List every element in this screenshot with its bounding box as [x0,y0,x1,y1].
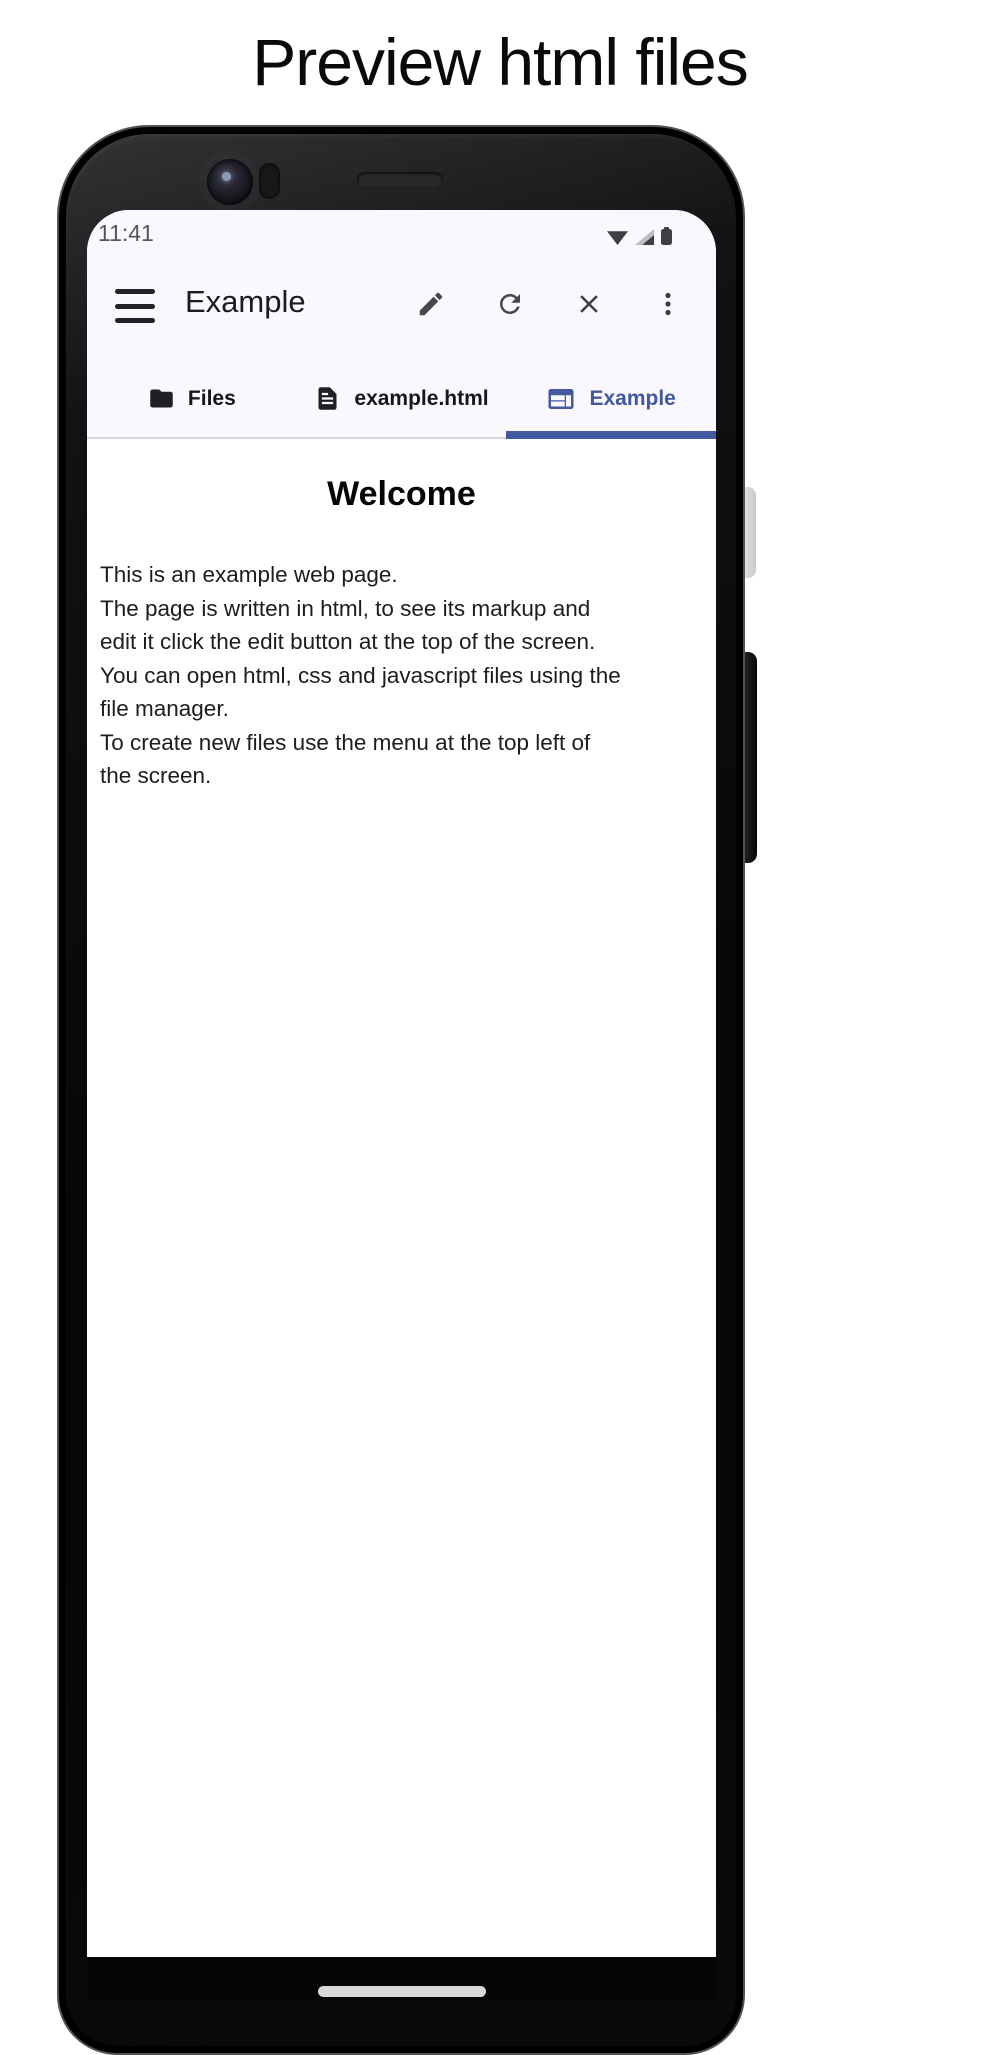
active-tab-indicator [506,431,716,439]
body-line: The page is written in html, to see its markup and [100,595,591,621]
body-line: This is an example web page. [100,562,398,587]
menu-hamburger-icon[interactable] [115,289,155,323]
tab-bar [87,360,716,439]
tab-example-preview-label: Example [589,386,676,410]
tab-files[interactable] [87,360,297,437]
welcome-heading: Welcome [327,475,476,513]
toolbar [87,286,716,328]
home-gesture-pill[interactable] [318,1986,486,1997]
close-icon[interactable] [574,289,604,319]
cell-signal-icon [635,229,654,245]
body-line: To create new files use the menu at the top left of [100,729,591,755]
body-line: You can open html, css and javascript files using the [100,662,621,688]
tab-example-preview[interactable] [506,360,716,437]
app-bar [87,210,716,437]
body-text [100,558,702,793]
body-line: the screen. [100,763,212,788]
folder-icon [148,385,175,412]
body-line: edit it click the edit button at the top of the screen. [100,629,596,654]
document-icon [314,385,341,412]
toolbar-actions [416,289,683,319]
tab-files-label: Files [187,386,236,410]
battery-icon [661,229,672,245]
earpiece-speaker [357,172,443,188]
tab-example-html[interactable] [297,360,507,437]
body-line: file manager. [100,696,229,721]
web-icon [546,384,576,414]
sensor-pill [259,163,280,199]
tab-example-html-label: example.html [354,386,489,410]
edit-pencil-icon[interactable] [416,289,446,319]
status-time: 11:41 [98,220,154,246]
phone-screen [87,210,716,2000]
toolbar-title: Example [185,284,306,319]
webview-content [87,439,716,793]
more-vert-icon[interactable] [653,289,683,319]
navigation-bar [87,1957,716,2000]
wifi-icon [607,229,628,245]
front-camera [207,159,253,205]
refresh-icon[interactable] [495,289,525,319]
status-icons [607,227,672,245]
page-title: Preview html files [252,25,748,99]
